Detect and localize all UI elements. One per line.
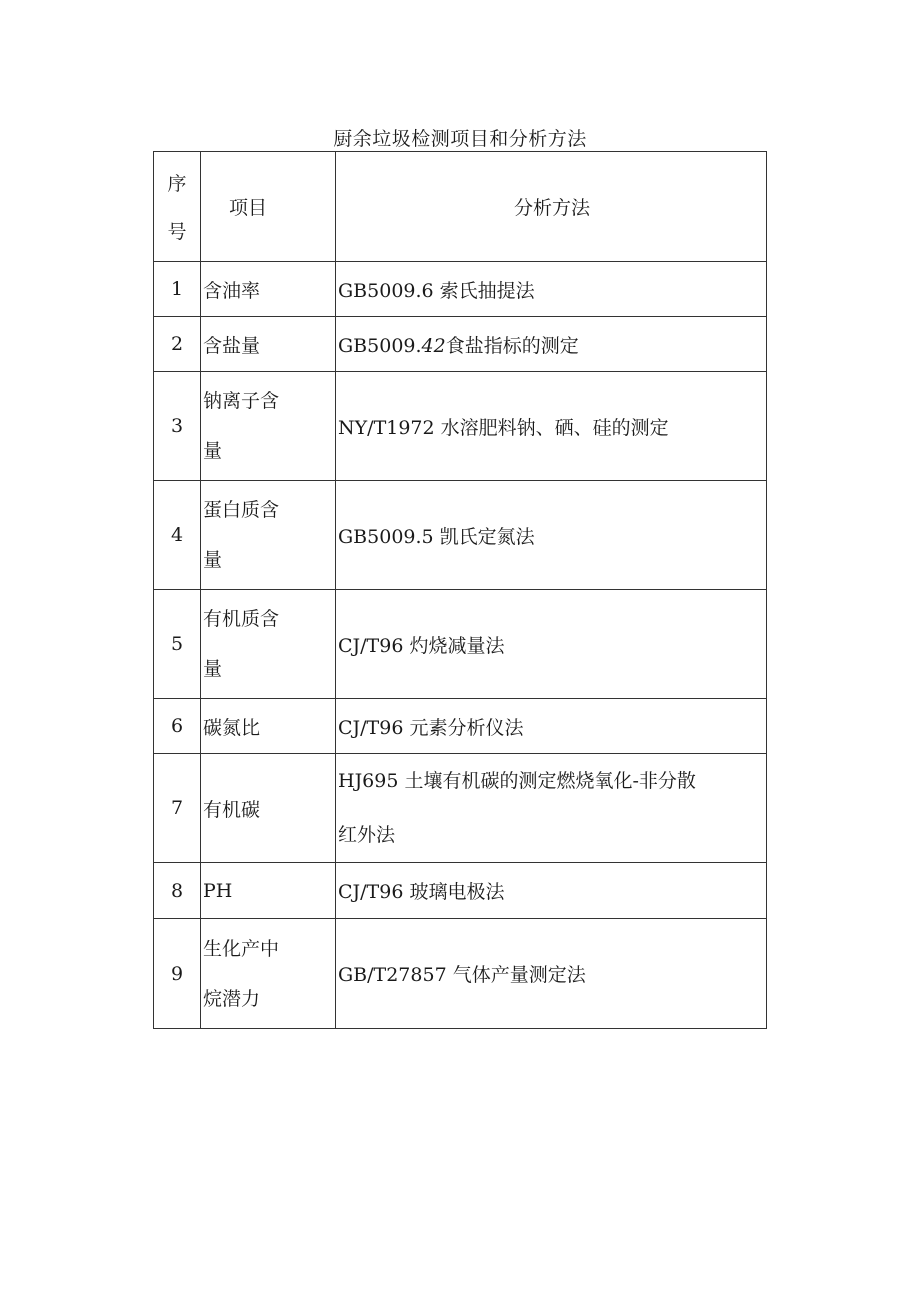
row-method — [336, 754, 767, 863]
row-method-line1: HJ695 土壤有机碳的测定燃烧氧化-非分散 — [338, 770, 696, 792]
row-item — [201, 919, 336, 1029]
row-method: CJ/T96 灼烧减量法 — [336, 590, 767, 699]
table-row — [154, 699, 767, 754]
row-method-italic: 42 — [421, 334, 446, 357]
row-method-line2: 红外法 — [338, 824, 396, 846]
row-no: 5 — [154, 590, 201, 699]
row-item-line1: 蛋白质含 — [203, 499, 280, 521]
header-method: 分析方法 — [336, 152, 767, 262]
row-item: 含盐量 — [201, 317, 336, 372]
table-row — [154, 754, 767, 863]
row-method — [336, 317, 767, 372]
row-item-line1: 生化产中 — [203, 937, 280, 960]
row-no: 8 — [154, 863, 201, 919]
table-row — [154, 863, 767, 919]
row-no: 2 — [154, 317, 201, 372]
table-row — [154, 372, 767, 481]
methods-table — [153, 151, 767, 1029]
row-no: 4 — [154, 481, 201, 590]
header-no-line2: 号 — [167, 220, 187, 243]
row-item-line2: 量 — [203, 440, 223, 462]
row-item: 有机碳 — [201, 754, 336, 863]
row-method-suffix: 食盐指标的测定 — [445, 334, 579, 357]
row-item: 碳氮比 — [201, 699, 336, 754]
row-item-line2: 量 — [203, 549, 223, 571]
row-no: 1 — [154, 262, 201, 317]
row-no: 9 — [154, 919, 201, 1029]
table-row — [154, 262, 767, 317]
row-method: CJ/T96 玻璃电极法 — [336, 863, 767, 919]
row-method: GB5009.5 凯氏定氮法 — [336, 481, 767, 590]
row-method: GB5009.6 索氏抽提法 — [336, 262, 767, 317]
table-header-row — [154, 152, 767, 262]
row-item-line2: 烷潜力 — [203, 987, 261, 1010]
row-no: 3 — [154, 372, 201, 481]
header-no — [154, 152, 201, 262]
table-row — [154, 590, 767, 699]
header-item: 项目 — [201, 152, 336, 262]
row-no: 6 — [154, 699, 201, 754]
document-title: 厨余垃圾检测项目和分析方法 — [333, 128, 587, 150]
row-method: CJ/T96 元素分析仪法 — [336, 699, 767, 754]
row-item-line2: 量 — [203, 658, 223, 680]
table-row — [154, 919, 767, 1029]
row-item-line1: 有机质含 — [203, 608, 280, 630]
header-no-line1: 序 — [167, 172, 187, 195]
row-no: 7 — [154, 754, 201, 863]
row-item — [201, 590, 336, 699]
row-method: NY/T1972 水溶肥料钠、硒、硅的测定 — [336, 372, 767, 481]
row-item: PH — [201, 863, 336, 919]
table-row — [154, 317, 767, 372]
row-method-prefix: GB5009. — [338, 334, 422, 357]
table-row — [154, 481, 767, 590]
row-item: 含油率 — [201, 262, 336, 317]
row-item-line1: 钠离子含 — [203, 390, 280, 412]
row-item — [201, 372, 336, 481]
row-method: GB/T27857 气体产量测定法 — [336, 919, 767, 1029]
row-item — [201, 481, 336, 590]
